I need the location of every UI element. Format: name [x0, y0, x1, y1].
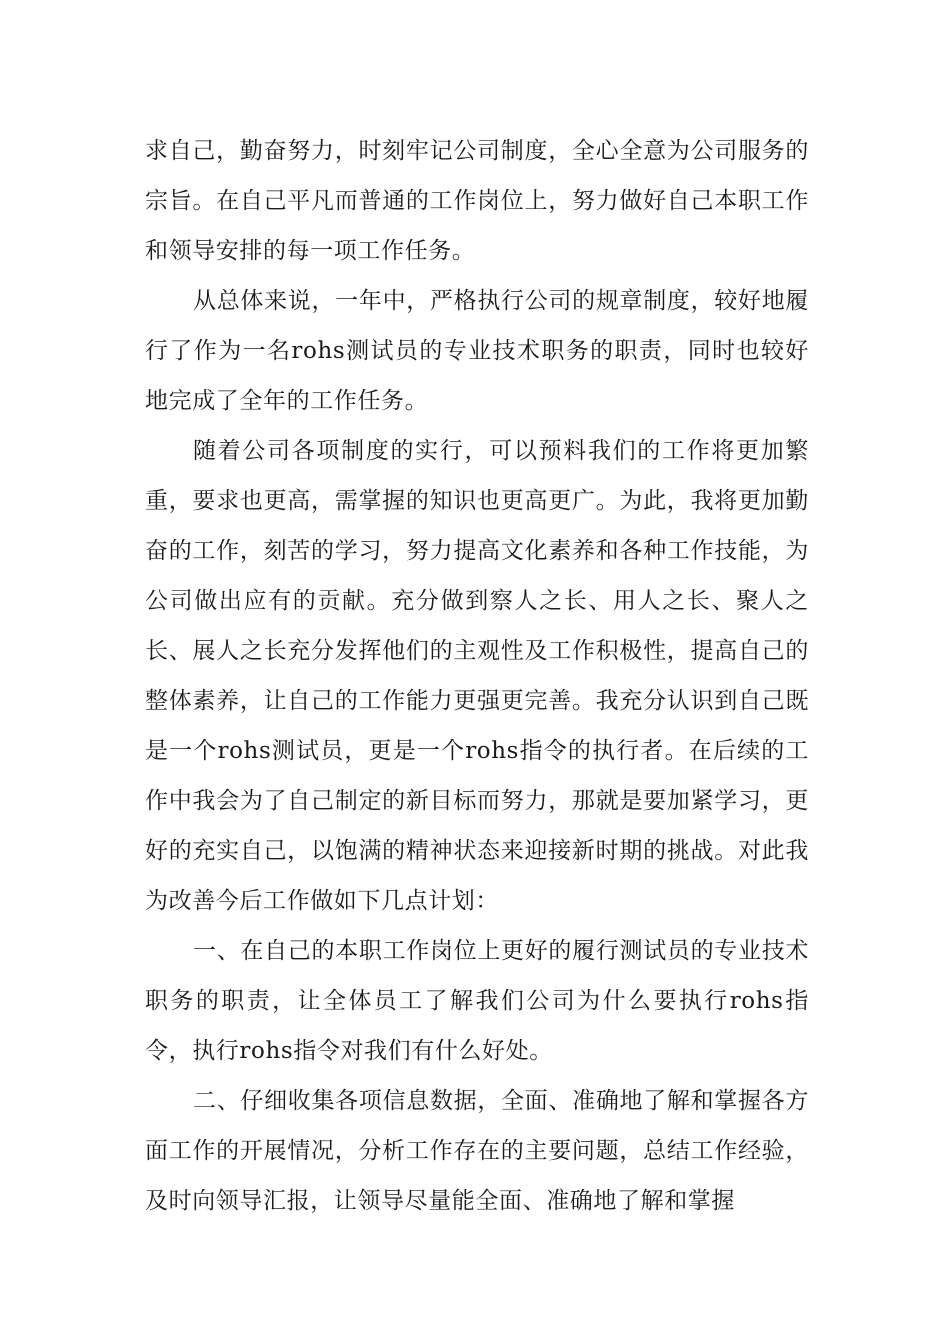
- document-body: [145, 126, 809, 1226]
- paragraph-3: 随着公司各项制度的实行，可以预料我们的工作将更加繁重，要求也更高，需掌握的知识也更高更广。为此，我将更加勤奋的工作，刻苦的学习，努力提高文化素养和各种工作技能，为公司做出应有的贡献。充分做到察人之长、用人之长、聚人之长、展人之长充分发挥他们的主观性及工作积极性，提高自己的整体素养，让自己的工作能力更强更完善。我充分认识到自己既是一个rohs测试员，更是一个rohs指令的执行者。在后续的工作中我会为了自己制定的新目标而努力，那就是要加紧学习，更好的充实自己，以饱满的精神状态来迎接新时期的挑战。对此我为改善今后工作做如下几点计划：: [145, 438, 809, 914]
- paragraph-4: 一、在自己的本职工作岗位上更好的履行测试员的专业技术职务的职责，让全体员工了解我们公司为什么要执行rohs指令，执行rohs指令对我们有什么好处。: [145, 938, 809, 1064]
- paragraph-1: 求自己，勤奋努力，时刻牢记公司制度，全心全意为公司服务的宗旨。在自己平凡而普通的工作岗位上，努力做好自己本职工作和领导安排的每一项工作任务。: [145, 138, 809, 264]
- paragraph-5: 二、仔细收集各项信息数据，全面、准确地了解和掌握各方面工作的开展情况，分析工作存在的主要问题，总结工作经验，及时向领导汇报，让领导尽量能全面、准确地了解和掌握: [145, 1088, 809, 1214]
- paragraph-2: 从总体来说，一年中，严格执行公司的规章制度，较好地履行了作为一名rohs测试员的专业技术职务的职责，同时也较好地完成了全年的工作任务。: [145, 288, 809, 414]
